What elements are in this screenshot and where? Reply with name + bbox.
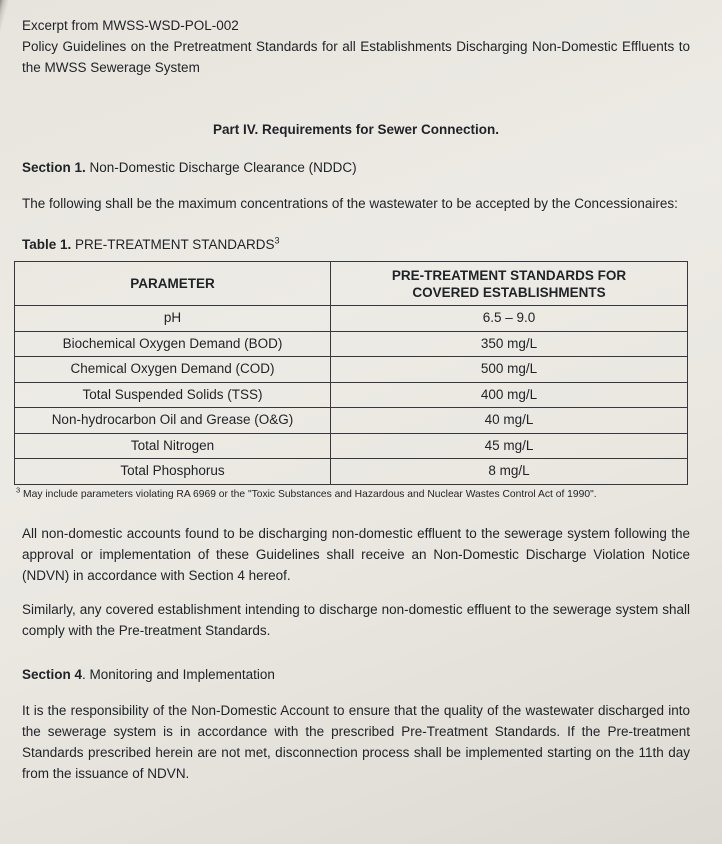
standard-cell: 500 mg/L xyxy=(331,357,688,383)
section-4-label: Section 4 xyxy=(22,666,83,682)
excerpt-line: Excerpt from MWSS-WSD-POL-002 xyxy=(22,18,239,33)
table-row xyxy=(15,382,688,408)
standard-cell: 40 mg/L xyxy=(331,408,688,434)
table-row xyxy=(15,459,688,485)
standard-cell: 350 mg/L xyxy=(331,331,688,357)
table-footnote xyxy=(16,485,690,502)
parameter-cell: Total Suspended Solids (TSS) xyxy=(15,382,331,408)
paragraph-similarly: Similarly, any covered establishment intending to discharge non-domestic effluent to the sewerage system shall comply with the Pre-treatment Standards. xyxy=(22,601,690,638)
section-1-label: Section 1. xyxy=(22,160,86,175)
parameter-cell: Biochemical Oxygen Demand (BOD) xyxy=(15,331,331,357)
table-row xyxy=(15,433,688,459)
table-row xyxy=(15,331,688,357)
footnote-marker: 3 xyxy=(16,485,21,495)
table-row xyxy=(15,408,688,434)
table-caption-label: Table 1. xyxy=(22,237,72,252)
table-row xyxy=(15,306,688,332)
closing-paragraph: It is the responsibility of the Non-Domestic Account to ensure that the quality of the wastewater discharged into the sewerage system is in accordance with the prescribed Pre-Treatment Standards. If the Pre-treatment Standards prescribed herein are not met, disconnection process shall be implemented starting on the 11th day from the issuance of NDVN. xyxy=(22,702,690,781)
document-title: Policy Guidelines on the Pretreatment Standards for all Establishments Discharging Non-Domestic Effluents to the MWSS Sewerage System xyxy=(22,39,690,75)
column-header-standard: PRE-TREATMENT STANDARDS FOR COVERED ESTABLISHMENTS xyxy=(331,262,688,306)
paragraph-ndvn: All non-domestic accounts found to be discharging non-domestic effluent to the sewerage system following the approval or implementation of these Guidelines shall receive an Non-Domestic Discharge Violation Notice (NDVN) in accordance with Section 4 hereof. xyxy=(22,525,690,583)
parameter-cell: Non-hydrocarbon Oil and Grease (O&G) xyxy=(15,408,331,434)
column-header-parameter: PARAMETER xyxy=(15,262,331,306)
table-caption-text: PRE-TREATMENT STANDARDS xyxy=(71,237,275,252)
table-caption xyxy=(22,234,690,255)
table-header-row xyxy=(15,262,688,306)
document-header xyxy=(22,15,690,78)
parameter-cell: pH xyxy=(15,306,331,332)
parameter-cell: Chemical Oxygen Demand (COD) xyxy=(15,357,331,383)
pretreatment-standards-table xyxy=(14,261,688,485)
intro-paragraph: The following shall be the maximum concentrations of the wastewater to be accepted by the Concessionaires: xyxy=(22,196,678,211)
footnote-text: May include parameters violating RA 6969 or the "Toxic Substances and Hazardous and Nuclear Wastes Control Act of 1990". xyxy=(20,488,597,500)
section-4-title: . Monitoring and Implementation xyxy=(82,666,275,682)
section-1-heading xyxy=(22,157,690,178)
table-body xyxy=(15,306,688,485)
table-header xyxy=(15,262,688,306)
parameter-cell: Total Phosphorus xyxy=(15,459,331,485)
section-4-heading xyxy=(22,664,690,685)
standard-cell: 8 mg/L xyxy=(331,459,688,485)
table-caption-superscript: 3 xyxy=(274,235,280,246)
part-heading: Part IV. Requirements for Sewer Connection. xyxy=(212,122,500,137)
standard-cell: 6.5 – 9.0 xyxy=(331,306,688,332)
standard-cell: 45 mg/L xyxy=(331,433,688,459)
table-row xyxy=(15,357,688,383)
standard-cell: 400 mg/L xyxy=(331,382,688,408)
section-1-title: Non-Domestic Discharge Clearance (NDDC) xyxy=(85,160,357,175)
parameter-cell: Total Nitrogen xyxy=(15,433,331,459)
